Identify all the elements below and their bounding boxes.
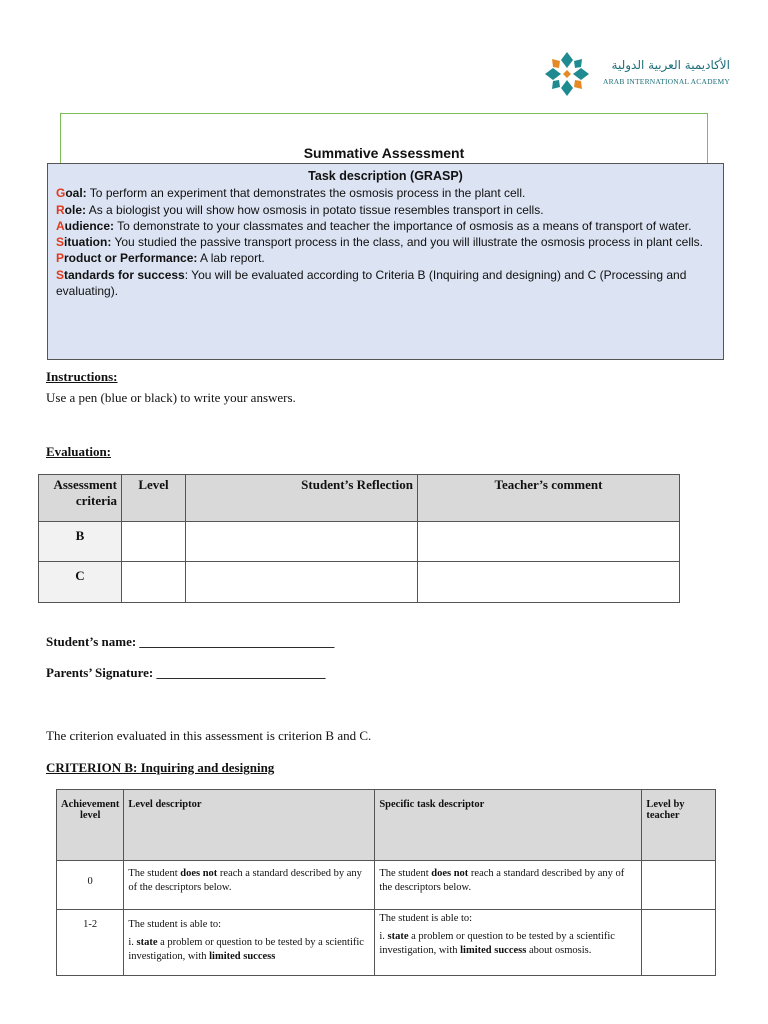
col-achievement-level: Achievement level — [57, 790, 124, 861]
grasp-box — [47, 163, 724, 360]
level-input-b[interactable] — [122, 522, 186, 562]
page-title: Summative Assessment — [303, 145, 465, 161]
grasp-product: Product or Performance: A lab report. — [56, 251, 265, 266]
logo-arabic-name: الأكاديمية العربية الدولية — [611, 58, 730, 72]
grasp-audience: Audience: To demonstrate to your classmates and teacher the importance of osmosis as a means of transport of water. — [56, 218, 692, 233]
academy-logo-icon — [543, 50, 591, 98]
col-specific-task-descriptor: Specific task descriptor — [375, 790, 642, 861]
level-0-teacher[interactable] — [642, 861, 716, 910]
level-1-2-descriptor: The student is able to: i. state a problem or question to be tested by a scientific investigation, with limited success — [124, 910, 375, 976]
evaluation-heading: Evaluation: — [46, 444, 112, 459]
level-input-c[interactable] — [122, 562, 186, 603]
grasp-role: Role: As a biologist you will show how osmosis in potato tissue resembles transport in cells. — [56, 202, 544, 217]
grasp-goal: Goal: To perform an experiment that demonstrates the osmosis process in the plant cell. — [56, 186, 526, 201]
col-level-by-teacher: Level by teacher — [642, 790, 716, 861]
level-1-2-specific: The student is able to: i. state a problem or question to be tested by a scientific investigation, with limited success about osmosis. — [375, 910, 642, 976]
student-name-line[interactable]: Student’s name: ______________________________ — [46, 634, 335, 649]
col-assessment-criteria: Assessment criteria — [39, 475, 122, 522]
grasp-title: Task description (GRASP) — [308, 169, 463, 183]
criterion-b-cell: B — [39, 522, 122, 562]
reflection-input-b[interactable] — [186, 522, 418, 562]
level-1-2-teacher[interactable] — [642, 910, 716, 976]
level-1-2: 1-2 — [57, 910, 124, 976]
col-level-descriptor: Level descriptor — [124, 790, 375, 861]
level-0: 0 — [57, 861, 124, 910]
col-teacher-comment: Teacher’s comment — [418, 475, 680, 522]
table-row — [57, 910, 716, 976]
teacher-comment-c[interactable] — [418, 562, 680, 603]
parents-signature-line[interactable]: Parents’ Signature: __________________________ — [46, 665, 326, 680]
col-student-reflection: Student’s Reflection — [186, 475, 418, 522]
reflection-input-c[interactable] — [186, 562, 418, 603]
teacher-comment-b[interactable] — [418, 522, 680, 562]
level-0-specific: The student does not reach a standard described by any of the descriptors below. — [375, 861, 642, 910]
instructions-text: Use a pen (blue or black) to write your answers. — [46, 390, 296, 405]
col-level: Level — [122, 475, 186, 522]
criterion-b-heading: CRITERION B: Inquiring and designing — [46, 760, 275, 775]
level-0-descriptor: The student does not reach a standard described by any of the descriptors below. — [124, 861, 375, 910]
table-row — [57, 861, 716, 910]
instructions-heading: Instructions: — [46, 369, 118, 384]
grasp-standards: Standards for success: You will be evaluated according to Criteria B (Inquiring and designing) and C (Processing and evaluating). — [56, 267, 687, 299]
criterion-c-cell: C — [39, 562, 122, 603]
logo-english-name: ARAB INTERNATIONAL ACADEMY — [602, 77, 730, 86]
grasp-situation: Situation: You studied the passive transport process in the class, and you will illustrate the osmosis process in plant cells. — [56, 235, 703, 250]
criterion-b-table — [56, 789, 716, 976]
criterion-note: The criterion evaluated in this assessment is criterion B and C. — [46, 728, 372, 743]
evaluation-table — [38, 474, 680, 603]
